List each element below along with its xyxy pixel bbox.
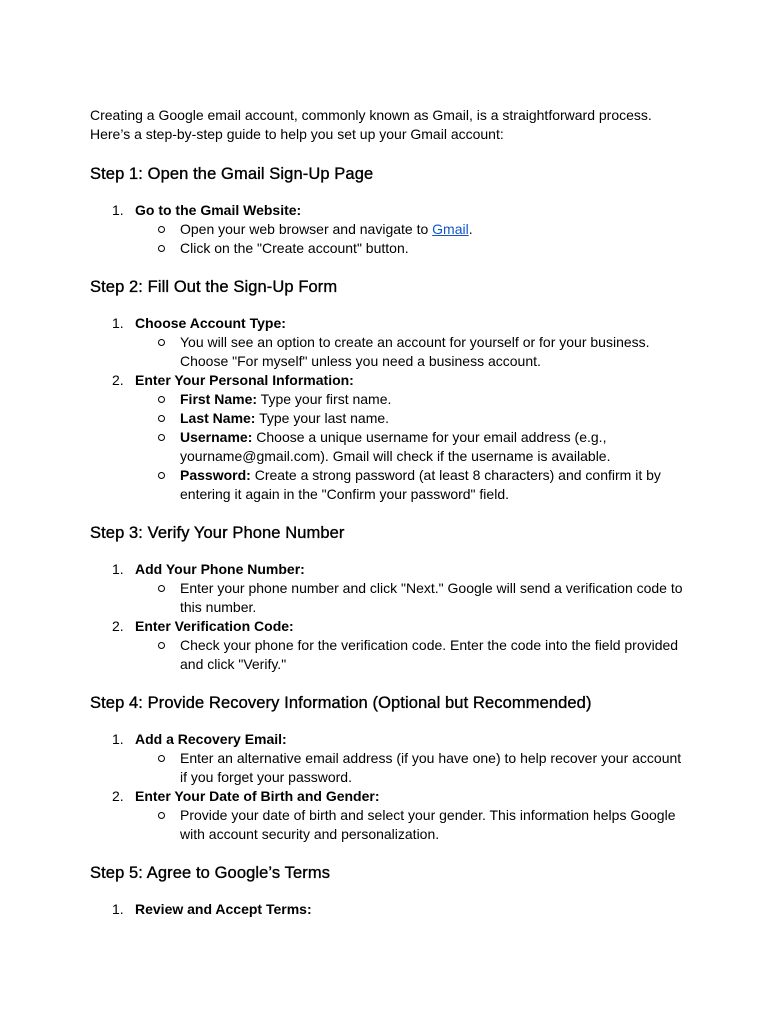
document-body — [90, 106, 690, 937]
bullet-text: Provide your date of birth and select your gender. This information helps Google with account security and personalization. — [180, 807, 676, 842]
item-title: Review and Accept Terms: — [135, 901, 312, 917]
bullet-text: You will see an option to create an account for yourself or for your business. Choose "For myself" unless you need a business account. — [180, 334, 650, 369]
numbered-item — [90, 371, 690, 504]
numbered-item — [90, 900, 690, 919]
hollow-bullet-icon — [158, 642, 165, 649]
numbered-list — [90, 730, 690, 844]
bullet-text: Open your web browser and navigate to — [180, 221, 433, 237]
bullet-item — [135, 579, 690, 617]
numbered-list — [90, 900, 690, 919]
bullet-text: Choose a unique username for your email address (e.g., yourname@gmail.com). Gmail will check if the username is available. — [180, 429, 611, 464]
bullet-text: Type your first name. — [257, 391, 392, 407]
bullet-item — [135, 409, 690, 428]
bullet-text: Enter an alternative email address (if you have one) to help recover your account if you forget your password. — [180, 750, 682, 785]
bullet-item — [135, 636, 690, 674]
hollow-bullet-icon — [158, 245, 165, 252]
hollow-bullet-icon — [158, 585, 165, 592]
bullet-text: Click on the "Create account" button. — [180, 240, 409, 256]
item-title: Go to the Gmail Website: — [135, 202, 302, 218]
step-heading: Step 1: Open the Gmail Sign-Up Page — [90, 165, 374, 183]
numbered-item — [90, 730, 690, 787]
bullet-list — [135, 333, 690, 371]
item-number: 1. — [112, 561, 124, 577]
item-number: 1. — [112, 901, 124, 917]
item-title: Add Your Phone Number: — [135, 561, 305, 577]
bullet-text: Create a strong password (at least 8 characters) and confirm it by entering it again in the "Confirm your password" field. — [180, 467, 661, 502]
bullet-text: Type your last name. — [255, 410, 390, 426]
item-number: 1. — [112, 731, 124, 747]
step-heading: Step 5: Agree to Google’s Terms — [90, 864, 331, 882]
bullet-item — [135, 390, 690, 409]
bullet-item — [135, 220, 690, 239]
item-title: Add a Recovery Email: — [135, 731, 287, 747]
bullet-item — [135, 239, 690, 258]
bullet-text: Enter your phone number and click "Next." Google will send a verification code to this number. — [180, 580, 683, 615]
bullet-text: . — [468, 221, 473, 237]
numbered-list — [90, 560, 690, 674]
item-number: 2. — [112, 618, 124, 634]
item-title: Enter Your Personal Information: — [135, 372, 354, 388]
bullet-item — [135, 749, 690, 787]
numbered-list — [90, 314, 690, 504]
item-number: 2. — [112, 788, 124, 804]
item-title: Enter Your Date of Birth and Gender: — [135, 788, 380, 804]
bullet-list — [135, 749, 690, 787]
item-number: 1. — [112, 202, 124, 218]
hollow-bullet-icon — [158, 339, 165, 346]
numbered-item — [90, 560, 690, 617]
step-heading: Step 4: Provide Recovery Information (Optional but Recommended) — [90, 694, 592, 712]
bullet-list — [135, 220, 690, 258]
step-heading: Step 3: Verify Your Phone Number — [90, 524, 345, 542]
bullet-item — [135, 333, 690, 371]
item-title: Choose Account Type: — [135, 315, 286, 331]
field-label: Username: — [180, 429, 253, 445]
bullet-text: Check your phone for the verification code. Enter the code into the field provided and click "Verify." — [180, 637, 679, 672]
numbered-item — [90, 201, 690, 258]
numbered-item — [90, 617, 690, 674]
bullet-list — [135, 636, 690, 674]
hollow-bullet-icon — [158, 415, 165, 422]
bullet-item — [135, 806, 690, 844]
hollow-bullet-icon — [158, 396, 165, 403]
bullet-item — [135, 428, 690, 466]
hollow-bullet-icon — [158, 434, 165, 441]
bullet-list — [135, 390, 690, 504]
field-label: First Name: — [180, 391, 258, 407]
field-label: Password: — [180, 467, 251, 483]
bullet-item — [135, 466, 690, 504]
numbered-list — [90, 201, 690, 258]
hollow-bullet-icon — [158, 472, 165, 479]
hollow-bullet-icon — [158, 226, 165, 233]
numbered-item — [90, 314, 690, 371]
bullet-list — [135, 579, 690, 617]
steps-container — [90, 163, 690, 919]
item-title: Enter Verification Code: — [135, 618, 294, 634]
hollow-bullet-icon — [158, 812, 165, 819]
gmail-link[interactable]: Gmail — [432, 221, 469, 237]
bullet-list — [135, 806, 690, 844]
item-number: 1. — [112, 315, 124, 331]
item-number: 2. — [112, 372, 124, 388]
numbered-item — [90, 787, 690, 844]
hollow-bullet-icon — [158, 755, 165, 762]
step-heading: Step 2: Fill Out the Sign-Up Form — [90, 278, 338, 296]
field-label: Last Name: — [180, 410, 256, 426]
intro-paragraph: Creating a Google email account, commonly known as Gmail, is a straightforward process. Here’s a step-by-step guide to help you set up your Gmail account: — [90, 107, 652, 142]
